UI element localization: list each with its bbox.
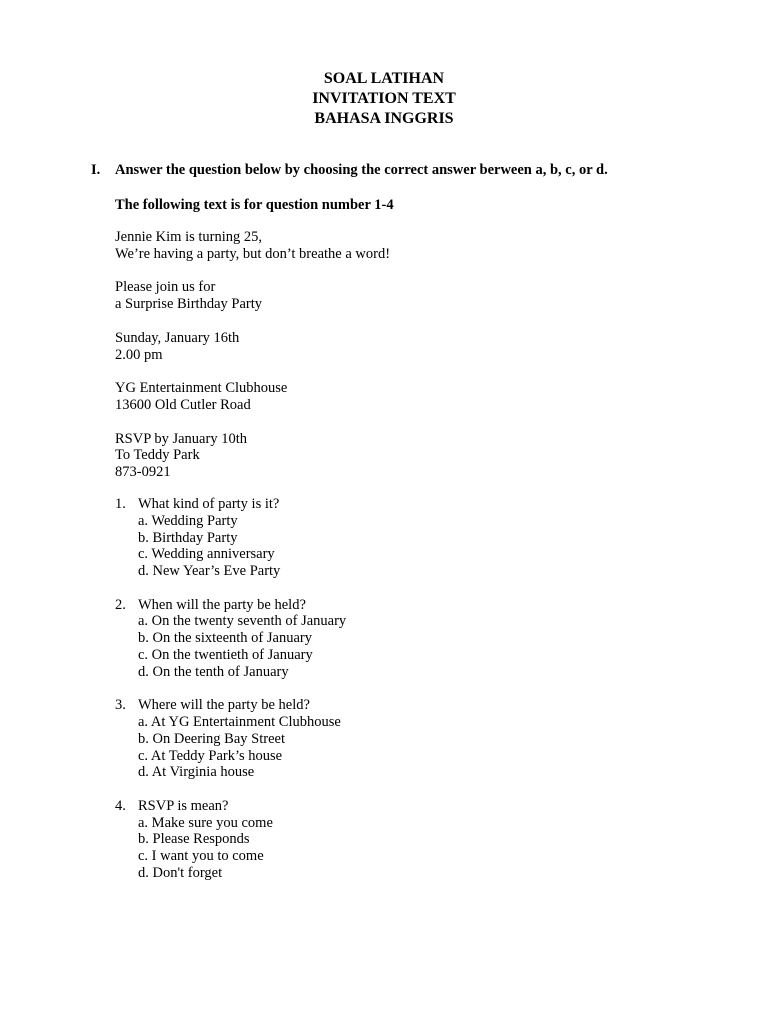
invitation-group-intro <box>115 229 390 263</box>
answer-option: a. On the twenty seventh of January <box>138 613 347 630</box>
answer-option: b. On the sixteenth of January <box>138 630 312 647</box>
instruction-number: I. <box>91 162 101 178</box>
invitation-group-venue <box>115 380 390 414</box>
document-title <box>0 69 768 129</box>
question-text: RSVP is mean? <box>138 797 229 814</box>
invitation-line: 873-0921 <box>115 464 171 481</box>
question-line <box>115 597 346 614</box>
question-list <box>115 496 346 898</box>
invitation-line: Jennie Kim is turning 25, <box>115 229 263 245</box>
question-line <box>115 496 346 513</box>
invitation-text <box>115 229 390 498</box>
answer-option: d. Don't forget <box>138 864 223 881</box>
instruction <box>91 161 608 179</box>
invitation-line: YG Entertainment Clubhouse <box>115 380 288 397</box>
instruction-text: Answer the question below by choosing the correct answer berween a, b, c, or d. <box>115 162 608 178</box>
invitation-line: Please join us for <box>115 279 216 296</box>
question-number: 4. <box>115 797 126 814</box>
title-line-1: SOAL LATIHAN <box>323 70 445 87</box>
question-text: When will the party be held? <box>138 596 306 613</box>
answer-option: b. Birthday Party <box>138 529 238 546</box>
answer-option: a. Make sure you come <box>138 814 273 831</box>
invitation-line: RSVP by January 10th <box>115 430 247 447</box>
question-text: Where will the party be held? <box>138 697 310 714</box>
answer-option: d. At Virginia house <box>138 764 255 781</box>
answer-option: b. On Deering Bay Street <box>138 730 285 747</box>
question-4 <box>115 798 346 882</box>
invitation-group-event <box>115 279 390 313</box>
invitation-group-date <box>115 330 390 364</box>
title-line-3: BAHASA INGGRIS <box>314 110 454 127</box>
question-2 <box>115 597 346 681</box>
question-1 <box>115 496 346 580</box>
invitation-line: We’re having a party, but don’t breathe a word! <box>115 245 391 262</box>
answer-option: a. At YG Entertainment Clubhouse <box>138 713 341 730</box>
invitation-line: a Surprise Birthday Party <box>115 296 262 313</box>
answer-option: c. I want you to come <box>138 848 264 865</box>
answer-option: d. New Year’s Eve Party <box>138 563 281 580</box>
invitation-line: 13600 Old Cutler Road <box>115 396 251 413</box>
question-number: 1. <box>115 496 126 512</box>
invitation-line: To Teddy Park <box>115 447 200 464</box>
invitation-group-rsvp <box>115 431 390 481</box>
answer-option: c. On the twentieth of January <box>138 646 313 663</box>
answer-option: a. Wedding Party <box>138 512 238 529</box>
answer-option: d. On the tenth of January <box>138 663 289 680</box>
question-text: What kind of party is it? <box>138 496 280 512</box>
question-number: 3. <box>115 697 126 714</box>
answer-option: c. Wedding anniversary <box>138 546 275 563</box>
invitation-line: 2.00 pm <box>115 346 163 363</box>
answer-option: b. Please Responds <box>138 831 250 848</box>
section-heading: The following text is for question number 1-4 <box>115 197 394 213</box>
question-line <box>115 697 346 714</box>
invitation-line: Sunday, January 16th <box>115 329 240 346</box>
question-3 <box>115 697 346 781</box>
question-number: 2. <box>115 596 126 613</box>
question-line <box>115 798 346 815</box>
answer-option: c. At Teddy Park’s house <box>138 747 283 764</box>
title-line-2: INVITATION TEXT <box>312 90 456 107</box>
